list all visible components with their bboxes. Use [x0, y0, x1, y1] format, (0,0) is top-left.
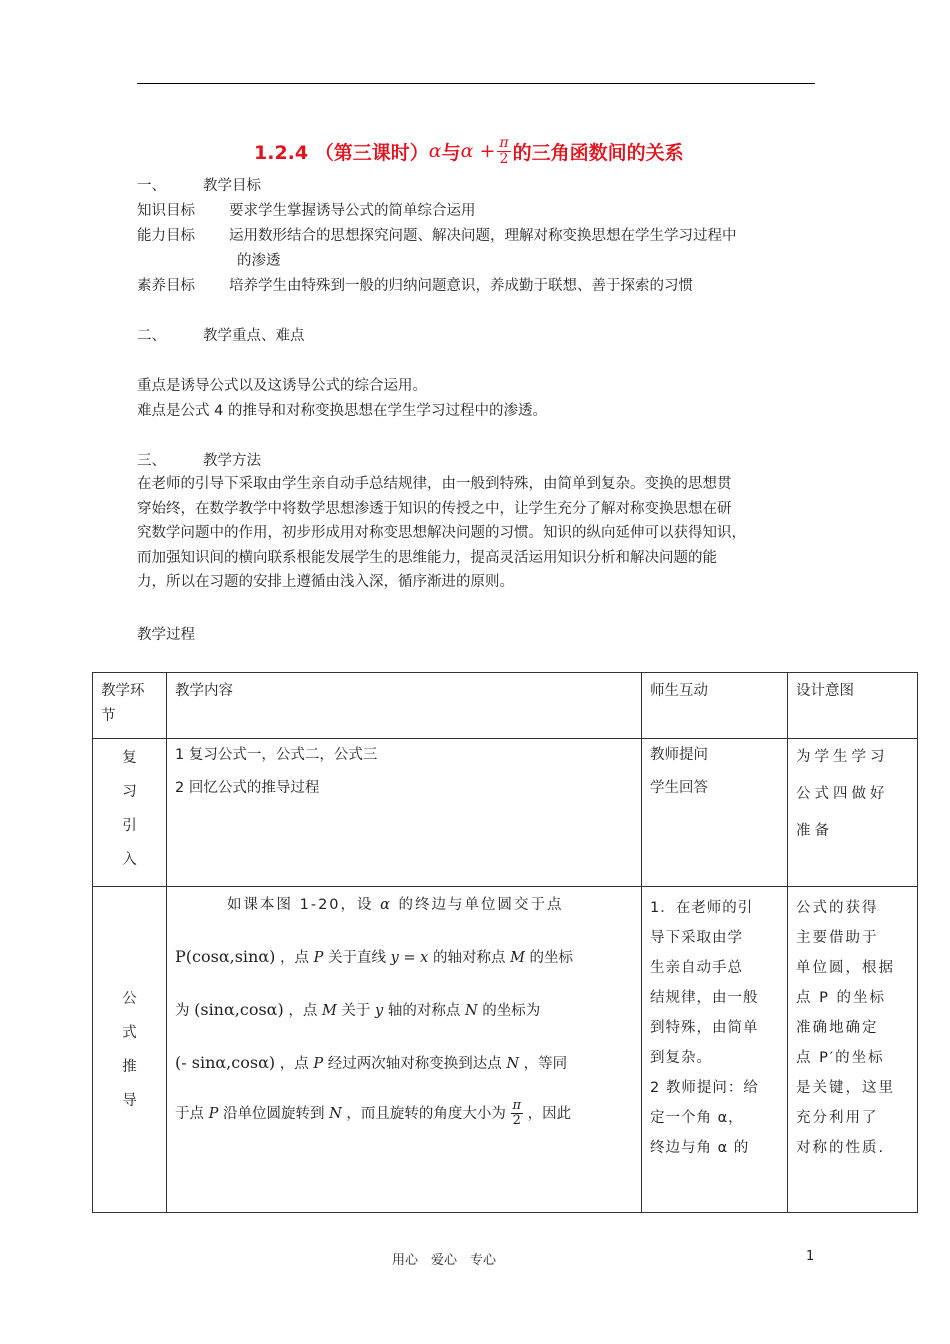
table-row — [93, 739, 918, 887]
header-content: 教学内容 — [167, 673, 642, 739]
interaction-derivation: 1．在老师的引 导下采取由学 生亲自动手总 结规律，由一般 到特殊，由简单 到复杂。 2 教师提问：给 定一个角 α， 终边与角 α 的 — [642, 887, 788, 1213]
header-intent: 设计意图 — [788, 673, 918, 739]
pi-over-two: $\frac{\pi}{2}$ — [512, 1098, 522, 1129]
page-number: 1 — [806, 1249, 815, 1264]
interaction-review: 教师提问 学生回答 — [642, 739, 788, 887]
process-heading: 教学过程 — [137, 627, 195, 643]
table-row — [93, 887, 918, 1213]
quality-objective: 素养目标 培养学生由特殊到一般的归纳问题意识，养成勤于联想、善于探索的习惯 — [137, 278, 693, 294]
content-review: 1 复习公式一，公式二，公式三 2 回忆公式的推导过程 — [167, 739, 642, 887]
knowledge-objective: 知识目标 要求学生掌握诱导公式的简单综合运用 — [137, 203, 476, 219]
lesson-title: 1.2.4 （第三课时） α 与 α + $\frac{\pi}{2}$ 的三角函数间的关系 — [254, 134, 684, 167]
ability-objective-cont: 的渗透 — [237, 253, 281, 269]
stage-review: 复 习 引 入 — [93, 739, 167, 887]
page-footer: 用心 爱心 专心 — [392, 1253, 497, 1268]
intent-derivation: 公式的获得 主要借助于 单位圆，根据 点 P 的坐标 准确地确定 点 P′的坐标 是关键，这里 充分利用了 对称的性质. — [788, 887, 918, 1213]
process-table — [92, 672, 918, 1213]
table-header-row — [93, 673, 918, 739]
stage-derivation: 公 式 推 导 — [93, 887, 167, 1213]
header-stage: 教学环节 — [93, 673, 167, 739]
section-heading-methods: 三、 教学方法 — [137, 453, 261, 469]
pi-over-two: $\frac{\pi}{2}$ — [499, 134, 509, 167]
content-derivation: 如课本图 1-20，设 α 的终边与单位圆交于点 P(cosα,sinα) ，点 P 关于直线 y = x 的轴对称点 M 的坐标 为 (sinα,cosα) ，点 M 关于 y 轴的对称点 N 的坐标为 (- sinα,cosα) ，点 P 经过两次轴对称变换到达点 N ，等同 于点 P 沿单位圆旋转到 N ，而且旋转的角度大小为 $\frac{\pi}{2}$ ，因此 — [167, 887, 642, 1213]
difficult-point-line: 难点是公式 4 的推导和对称变换思想在学生学习过程中的渗透。 — [137, 403, 547, 419]
header-interaction: 师生互动 — [642, 673, 788, 739]
section-heading-keypoints: 二、 教学重点、难点 — [137, 328, 305, 344]
key-point-line: 重点是诱导公式以及这诱导公式的综合运用。 — [137, 378, 427, 394]
methods-paragraph: 在老师的引导下采取由学生亲自动手总结规律，由一般到特殊，由简单到复杂。变换的思想贯 穿始终，在数学教学中将数学思想渗透于知识的传授之中，让学生充分了解对称变换思想在研 究数学问题中的作用，初步形成用对称变思想解决问题的习惯。知识的纵向延伸可以获得知识， 而加强知识间的横向联系根能发展学生的思维能力，提高灵活运用知识分析和解决问题的能 力，所以在习题的安排上遵循由浅入深，循序渐进的原则。 — [137, 476, 746, 590]
section-heading-objectives: 一、 教学目标 — [137, 178, 261, 194]
ability-objective: 能力目标 运用数形结合的思想探究问题、解决问题，理解对称变换思想在学生学习过程中 — [137, 228, 737, 244]
header-rule — [137, 83, 815, 84]
intent-review: 为学生学习 公式四做好 准备 — [788, 739, 918, 887]
